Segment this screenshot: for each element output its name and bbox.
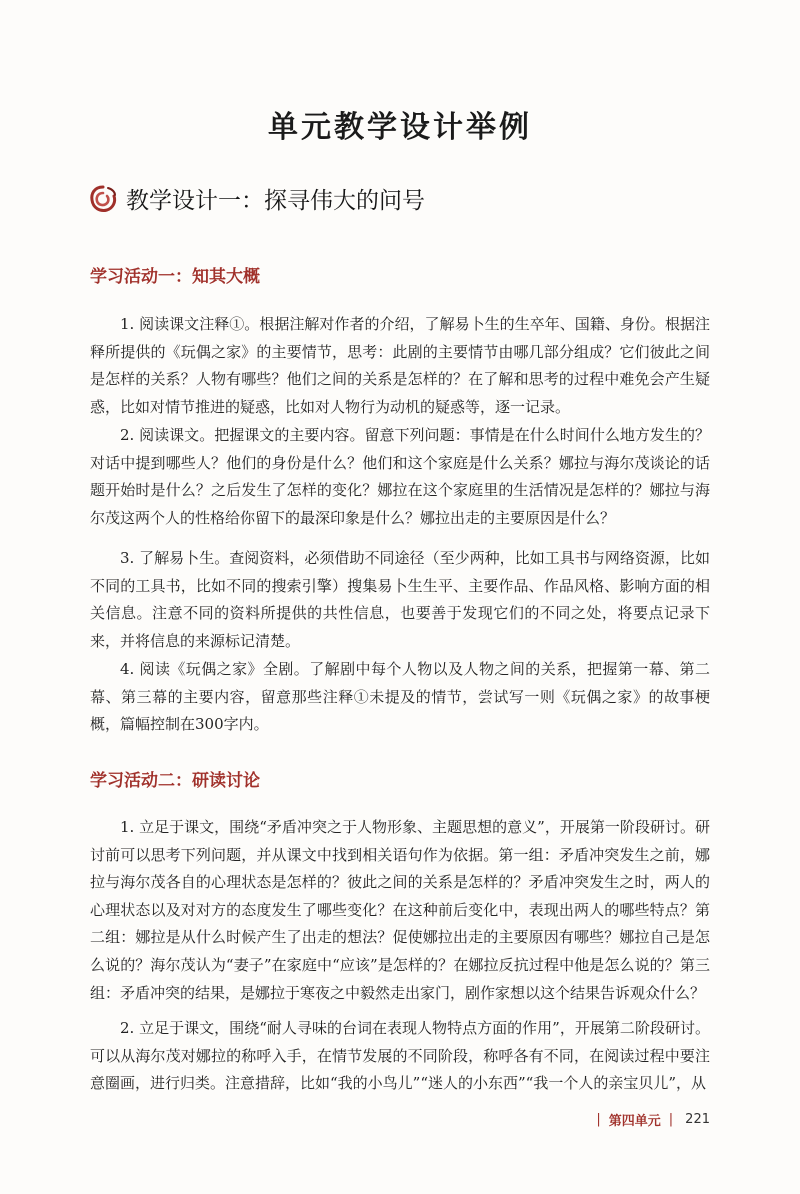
- activity1-paragraph: 4. 阅读《玩偶之家》全剧。了解剧中每个人物以及人物之间的关系，把握第一幕、第二幕、第三幕的主要内容，留意那些注释①未提及的情节，尝试写一则《玩偶之家》的故事梗概，篇幅控制在300字内。: [90, 660, 710, 734]
- activity2-paragraph: 2. 立足于课文，围绕“耐人寻味的台词在表现人物特点方面的作用”，开展第二阶段研讨。可以从海尔茂对娜拉的称呼入手，在情节发展的不同阶段，称呼各有不同，在阅读过程中要注意圈画，进行归类。注意措辞，比如“我的小鸟儿”“迷人的小东西”“我一个人的亲宝贝儿”，从: [90, 1019, 710, 1093]
- footer-page-number: 221: [685, 1112, 710, 1127]
- activity1-heading: 学习活动一：知其大概: [90, 267, 260, 287]
- activity1-paragraph: 2. 阅读课文。把握课文的主要内容。留意下列问题：事情是在什么时间什么地方发生的？对话中提到哪些人？他们的身份是什么？他们和这个家庭是什么关系？娜拉与海尔茂谈论的话题开始时是什么？之后发生了怎样的变化？娜拉在这个家庭里的生活情况是怎样的？娜拉与海尔茂这两个人的性格给你留下的最深印象是什么？娜拉出走的主要原因是什么？: [90, 426, 710, 527]
- activity1-paragraph: 1. 阅读课文注释①。根据注解对作者的介绍，了解易卜生的生卒年、国籍、身份。根据注释所提供的《玩偶之家》的主要情节，思考：此剧的主要情节由哪几部分组成？它们彼此之间是怎样的关系？人物有哪些？他们之间的关系是怎样的？在了解和思考的过程中难免会产生疑惑，比如对情节推进的疑惑，比如对人物行为动机的疑惑等，逐一记录。: [90, 315, 710, 416]
- page-title: 单元教学设计举例: [268, 110, 532, 145]
- activity2-heading: 学习活动二：研读讨论: [90, 771, 260, 791]
- swirl-icon: [88, 184, 118, 214]
- page-footer: [588, 1110, 710, 1129]
- activity2-paragraph: 1. 立足于课文，围绕“矛盾冲突之于人物形象、主题思想的意义”，开展第一阶段研讨。研讨前可以思考下列问题，并从课文中找到相关语句作为依据。第一组：矛盾冲突发生之前，娜拉与海尔茂各自的心理状态是怎样的？彼此之间的关系是怎样的？矛盾冲突发生之时，两人的心理状态以及对对方的态度发生了哪些变化？在这种前后变化中，表现出两人的哪些特点？第二组：娜拉是从什么时候产生了出走的想法？促使娜拉出走的主要原因有哪些？娜拉自己是怎么说的？海尔茂认为“妻子”在家庭中“应该”是怎样的？在娜拉反抗过程中他是怎么说的？第三组：矛盾冲突的结果，是娜拉于寒夜之中毅然走出家门，剧作家想以这个结果告诉观众什么？: [90, 818, 710, 1002]
- footer-unit-label: 第四单元: [608, 1114, 661, 1129]
- activity1-paragraph: 3. 了解易卜生。查阅资料，必须借助不同途径（至少两种，比如工具书与网络资源，比如不同的工具书，比如不同的搜索引擎）搜集易卜生生平、主要作品、作品风格、影响方面的相关信息。注意不同的资料所提供的共性信息，也要善于发现它们的不同之处，将要点记录下来，并将信息的来源标记清楚。: [90, 549, 710, 650]
- design-heading-text: 教学设计一：探寻伟大的问号: [126, 188, 425, 214]
- footer-divider: |: [668, 1112, 674, 1127]
- design-heading: [88, 182, 425, 215]
- footer-divider: |: [596, 1112, 601, 1127]
